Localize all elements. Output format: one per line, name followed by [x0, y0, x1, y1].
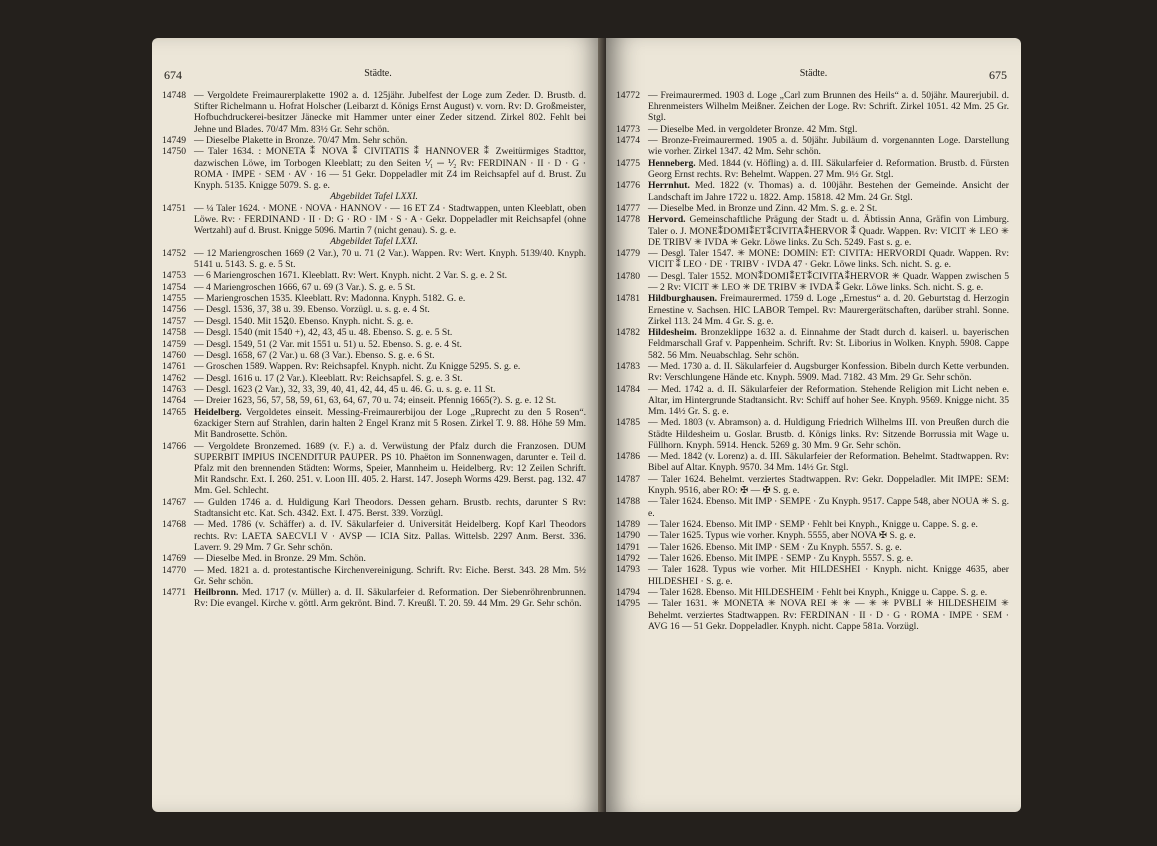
page-number: 674: [164, 68, 182, 82]
lot-number: 14790: [616, 530, 640, 542]
lot-number: 14765: [162, 406, 186, 418]
catalog-entry: [616, 214, 1009, 248]
lot-text: — Desgl. 1549, 51 (2 Var. mit 1551 u. 51) u. 52. Ebenso. S. g. e. 4 St.: [194, 338, 462, 350]
running-head: Städte.: [799, 68, 828, 79]
lot-number: 14793: [616, 564, 640, 576]
lot-description: [194, 553, 586, 564]
catalog-entry: [616, 451, 1009, 473]
lot-text: — Med. 1821 a. d. protestantische Kirchenvereinigung. Schrift. Rv: Eiche. Berst. 343. 28 Mm. 5½ Gr. Sehr schön.: [194, 564, 586, 587]
lot-number: 14763: [162, 384, 186, 396]
catalog-entry: [162, 203, 586, 237]
lot-description: [648, 124, 1009, 135]
lot-number: 14767: [162, 496, 186, 508]
lot-number: 14787: [616, 473, 640, 485]
entry-list: [162, 90, 586, 610]
lot-text: — Desgl. Taler 1547. ✳ MONE: DOMIN: ET: CIVITA: HERVORDI Quadr. Wappen. Rv: VICIT ⁑ LEO · DE · TRIBV · IVDA 47 · Gekr. Löwe links. Sch. nicht. S. g. e.: [648, 248, 1009, 271]
lot-text: — Mariengroschen 1535. Kleeblatt. Rv: Madonna. Knyph. 5182. G. e.: [194, 292, 466, 304]
lot-description: [194, 519, 586, 553]
lot-description: [194, 497, 586, 519]
lot-description: [648, 417, 1009, 451]
lot-number: 14761: [162, 361, 186, 373]
lot-text: — Taler 1624. Ebenso. Mit IMP · SEMP · Fehlt bei Knyph., Knigge u. Cappe. S. g. e.: [648, 518, 978, 530]
lot-number: 14794: [616, 587, 640, 599]
lot-description: [648, 135, 1009, 157]
lot-number: 14786: [616, 451, 640, 463]
catalog-entry: [162, 339, 586, 350]
catalog-entry: [616, 564, 1009, 586]
lot-number: 14774: [616, 135, 640, 147]
place-heading: Heidelberg.: [194, 406, 242, 418]
lot-number: 14781: [616, 293, 640, 305]
lot-number: 14778: [616, 214, 640, 226]
lot-text: — Desgl. 1658, 67 (2 Var.) u. 68 (3 Var.). Ebenso. S. g. e. 6 St.: [194, 349, 435, 361]
lot-number: 14755: [162, 292, 186, 304]
lot-number: 14773: [616, 123, 640, 135]
catalog-entry: [162, 587, 586, 609]
lot-description: [648, 214, 1009, 248]
catalog-entry: [162, 407, 586, 441]
lot-number: 14795: [616, 598, 640, 610]
lot-description: [648, 451, 1009, 473]
lot-text: — Med. 1742 a. d. II. Säkularfeier der Reformation. Stehende Religion mit Licht neben e. Altar, im Hintergrunde Stadtansicht. Rv: Schiff auf hoher See. Knyph. 9569. Knigge nicht. 35 Mm. 14½ Gr. S. g. e.: [648, 383, 1009, 417]
catalog-entry: [616, 327, 1009, 361]
lot-description: [194, 248, 586, 270]
catalog-entry: [162, 519, 586, 553]
catalog-entry: [616, 90, 1009, 124]
catalog-entry: [162, 384, 586, 395]
lot-text: — Taler 1626. Ebenso. Mit IMP · SEM · Zu Knyph. 5557. S. g. e.: [648, 541, 902, 553]
lot-number: 14775: [616, 157, 640, 169]
catalog-entry: [162, 395, 586, 406]
catalog-entry: [162, 361, 586, 372]
lot-number: 14764: [162, 395, 186, 407]
lot-text: — Taler 1624. Behelmt. verziertes Stadtwappen. Rv: Gekr. Doppeladler. Mit IMPE: SEM: Knyph. 9516, aber RO: ✠ — ✠ S. g. e.: [648, 473, 1009, 496]
catalog-entry: [162, 304, 586, 315]
catalog-entry: [616, 180, 1009, 202]
catalog-entry: [616, 203, 1009, 214]
catalog-entry: [162, 327, 586, 338]
catalog-entry: [162, 350, 586, 361]
lot-text: — Desgl. 1623 (2 Var.), 32, 33, 39, 40, 41, 42, 44, 45 u. 46. G. u. s. g. e. 11 St.: [194, 384, 496, 396]
lot-text: — Med. 1786 (v. Schäffer) a. d. IV. Säkularfeier d. Universität Heidelberg. Kopf Karl Theodors rechts. Rv: LAETA SAECVLI V · AVSP — ICIA Sitz. Pallas. Wittelsb. 2297 Anm. Berst. 336. Laverr. 9. 29 Mm. 7 Gr. Sehr schön.: [194, 519, 586, 553]
plate-reference: Abgebildet Tafel LXXI.: [330, 236, 418, 248]
lot-description: [194, 441, 586, 497]
catalog-entry: [162, 373, 586, 384]
lot-text: Med. 1717 (v. Müller) a. d. II. Säkularfeier d. Reformation. Der Siebenröhrenbrunnen. Rv: Die evangel. Kirche v. göttl. Arm gekrönt. Bind. 7. Kreußl. T. 20. 59. 44 Mm. 29 Gr. Sehr schön.: [194, 587, 587, 610]
lot-description: [194, 146, 586, 191]
lot-text: — Bronze-Freimaurermed. 1905 a. d. 50jähr. Jubiläum d. vorgenannten Loge. Darstellung wie vorher. Zirkel 1347. 42 Mm. Sehr schön.: [648, 135, 1009, 158]
lot-text: — 12 Mariengroschen 1669 (2 Var.), 70 u. 71 (2 Var.). Wappen. Rv: Wert. Knyph. 5139/40. Knyph. 5141 u. 5143. S. g. e. 5 St.: [194, 247, 586, 270]
lot-number: 14792: [616, 553, 640, 565]
lot-text: — Taler 1628. Typus wie vorher. Mit HILDESHEI · Knyph. nicht. Knigge 4635, aber HILDESHEI · S. g. e.: [648, 564, 1009, 587]
lot-number: 14772: [616, 90, 640, 101]
catalog-entry: [616, 519, 1009, 530]
lot-number: 14750: [162, 146, 186, 158]
entry-list: [616, 90, 1009, 632]
lot-description: [194, 316, 586, 327]
lot-text: — Taler 1624. Ebenso. Mit IMP · SEMPE · Zu Knyph. 9517. Cappe 548, aber NOUA ✳ S. g. e.: [648, 496, 1009, 519]
lot-text: — Desgl. 1540. Mit 15Ꝝ0. Ebenso. Knyph. nicht. S. g. e.: [194, 315, 414, 327]
lot-description: [648, 248, 1009, 270]
lot-description: [648, 496, 1009, 518]
lot-description: [194, 395, 586, 406]
lot-description: [648, 384, 1009, 418]
catalog-entry: [162, 441, 586, 497]
right-page: [606, 38, 1021, 812]
lot-text: — Taler 1626. Ebenso. Mit IMPE · SEMP · Zu Knyph. 5557. S. g. e.: [648, 553, 914, 565]
catalog-entry: [616, 271, 1009, 293]
lot-text: — Dreier 1623, 56, 57, 58, 59, 61, 63, 64, 67, 70 u. 74; einseit. Pfennig 1665(?). S. g. e. 12 St.: [194, 395, 557, 407]
catalog-entry: [616, 496, 1009, 518]
lot-number: 14789: [616, 518, 640, 530]
lot-description: [194, 135, 586, 146]
lot-text: — Vergoldete Bronzemed. 1689 (v. F.) a. d. Verwüstung der Pfalz durch die Franzosen. DUM SUPERBIT IMPIUS INCENDITUR PAUPER. PS 10. Phaëton im Sonnenwagen, darunter e. Teil d. Pfalz mit den brennenden Städten: Worms, Speier, Mannheim u. Heidelberg. Rv: 12 Zeilen Schrift. Mit Randschr. Ext. I. 260. 251. v. Loon III. 405. 2. Harst. 147. Joseph Worms 429. Berst. pag. 132. 47 Mm. Gel. Schlecht.: [194, 440, 586, 497]
lot-number: 14788: [616, 496, 640, 508]
place-heading: Hildburghausen.: [648, 293, 718, 305]
lot-description: [194, 304, 586, 315]
lot-text: — Taler 1625. Typus wie vorher. Knyph. 5555, aber NOVA ✠ S. g. e.: [648, 530, 916, 542]
catalog-entry: [162, 565, 586, 587]
lot-number: 14748: [162, 90, 186, 101]
lot-text: — Desgl. 1536, 37, 38 u. 39. Ebenso. Vorzügl. u. s. g. e. 4 St.: [194, 304, 430, 316]
lot-text: Med. 1822 (v. Thomas) a. d. 100jähr. Bestehen der Gemeinde. Ansicht der Landschaft im Jahre 1722 u. 1822. Amp. 15818. 42 Mm. 24 Gr. Stgl.: [648, 180, 1009, 203]
catalog-entry: [162, 282, 586, 293]
lot-description: [648, 542, 1009, 553]
lot-number: 14784: [616, 383, 640, 395]
lot-number: 14757: [162, 315, 186, 327]
lot-number: 14753: [162, 270, 186, 282]
catalog-entry: [162, 90, 586, 135]
lot-description: [648, 564, 1009, 586]
place-heading: Hervord.: [648, 214, 686, 226]
lot-text: — Taler 1628. Ebenso. Mit HILDESHEIM · Fehlt bei Knyph., Knigge u. Cappe. S. g. e.: [648, 587, 988, 599]
lot-number: 14766: [162, 440, 186, 452]
lot-text: — Taler 1634. : MONETA ⁑ NOVA ⁑ CIVITATIS ⁑ HANNOVER ⁑ Zweitürmiges Stadttor, dazwischen Löwe, im Torbogen Kleeblatt; zu den Seiten ⅟₁ ─ ⅟₂ Rv: FERDINAN · II · D · G · ROMA · IMPE · SEM · AV · 16 — 51 Gekr. Doppeladler mit Z4 im Reichsapfel auf d. Brust. Zu Knyph. 5135. Knigge 5079. S. g. e.: [194, 146, 586, 191]
lot-text: — Desgl. Taler 1552. MON⁑DOMI⁑ET⁑CIVITA⁑HERVOR ✳ Quadr. Wappen zwischen 5 — 2 Rv: VICIT ✳ LEO ✳ DE TRIBV ✳ IVDA ⁑ Gekr. Löwe links. Sch. nicht. S. g. e.: [648, 270, 1009, 293]
lot-description: [648, 203, 1009, 214]
page-number: 675: [989, 68, 1007, 82]
lot-description: [194, 282, 586, 293]
lot-number: 14754: [162, 281, 186, 293]
lot-number: 14780: [616, 270, 640, 282]
catalog-entry: [616, 361, 1009, 383]
lot-description: [648, 327, 1009, 361]
lot-number: 14791: [616, 541, 640, 553]
catalog-entry: [162, 553, 586, 564]
catalog-entry: [162, 316, 586, 327]
lot-number: 14758: [162, 327, 186, 339]
lot-number: 14779: [616, 248, 640, 260]
lot-number: 14760: [162, 349, 186, 361]
catalog-entry: [162, 497, 586, 519]
catalog-entry: [616, 124, 1009, 135]
lot-number: 14782: [616, 327, 640, 339]
place-heading: Heilbronn.: [194, 587, 239, 599]
lot-text: — Dieselbe Plakette in Bronze. 70/47 Mm. Sehr schön.: [194, 135, 408, 146]
catalog-entry: [616, 417, 1009, 451]
catalog-entry: [616, 474, 1009, 496]
lot-description: [648, 158, 1009, 180]
lot-text: — 4 Mariengroschen 1666, 67 u. 69 (3 Var.). S. g. e. 5 St.: [194, 281, 416, 293]
catalog-entry: [162, 270, 586, 281]
place-heading: Hildesheim.: [648, 327, 697, 339]
lot-text: — Med. 1730 a. d. II. Säkularfeier d. Augsburger Konfession. Bibeln durch Kette verbunden. Rv: Verschlungene Hände etc. Knyph. 5909. Mad. 7182. 43 Mm. 29 Gr. Sehr schön.: [648, 360, 1009, 384]
lot-text: Bronzeklippe 1632 a. d. Einnahme der Stadt durch d. kaiserl. u. bayerischen Feldmarschall Graf v. Pappenheim. Schrift. Rv: St. Liborius in Wolken. Knyph. 5908. Cappe 582. 56 Mm. Neuabschlag. Sehr schön.: [648, 327, 1009, 361]
lot-number: 14777: [616, 202, 640, 214]
lot-text: — Groschen 1589. Wappen. Rv: Reichsapfel. Knyph. nicht. Zu Knigge 5295. S. g. e.: [194, 361, 521, 373]
lot-description: [648, 271, 1009, 293]
lot-description: [648, 587, 1009, 598]
lot-description: [648, 553, 1009, 564]
lot-description: [194, 373, 586, 384]
lot-number: 14768: [162, 519, 186, 531]
lot-text: — Dieselbe Med. in Bronze. 29 Mm. Schön.: [194, 553, 366, 565]
lot-description: [194, 90, 586, 135]
lot-number: 14756: [162, 304, 186, 316]
place-heading: Henneberg.: [648, 157, 696, 169]
lot-text: — Med. 1803 (v. Abramson) a. d. Huldigung Friedrich Wilhelms III. von Preußen durch die Städte Hildesheim u. Goslar. Brustb. d. Königs links. Rv: Sitzende Borrussia mit Wage u. Füllhorn. Knyph. 5914. Henck. 5269 g. 30 Mm. 9 Gr. Sehr schön.: [648, 417, 1009, 451]
catalog-entry: [616, 158, 1009, 180]
lot-description: [194, 587, 586, 609]
catalog-entry: [162, 293, 586, 304]
lot-text: — Desgl. 1616 u. 17 (2 Var.). Kleeblatt. Rv: Reichsapfel. S. g. e. 3 St.: [194, 372, 463, 384]
left-page: [152, 38, 604, 812]
catalog-entry: [616, 530, 1009, 541]
lot-description: [648, 293, 1009, 327]
lot-text: — Med. 1842 (v. Lorenz) a. d. III. Säkularfeier der Reformation. Behelmt. Stadtwappen. Rv: Bibel auf Altar. Knyph. 9570. 34 Mm. 14½ Gr. Stgl.: [648, 451, 1009, 474]
lot-description: [194, 203, 586, 237]
catalog-entry: [616, 553, 1009, 564]
catalog-entry: [616, 135, 1009, 157]
lot-description: [194, 361, 586, 372]
lot-text: Vergoldetes einseit. Messing-Freimaurerbijou der Loge „Ruprecht zu den 5 Rosen“. 6zackiger Stern auf Strahlen, darin halten 2 Engel Kranz mit 5 Rosen. Zirkel T. 9. 88. Höhe 59 Mm. Mit Bandrosette. Schön.: [194, 406, 586, 441]
lot-description: [194, 407, 586, 441]
plate-reference: Abgebildet Tafel LXXI.: [330, 191, 418, 203]
lot-text: — Taler 1631. ✳ MONETA ✳ NOVA REI ✳ ✳ — ✳ ✳ PVBLI ✳ HILDESHEIM ✳ Behelmt. verziertes Stadtwappen. Rv: FERDINAN · II · D · G · ROMA · IMPE · SEM · AVG 16 — 51 Gekr. Doppeladler. Knyph. nicht. Cappe 581a. Vorzügl.: [648, 598, 1009, 632]
lot-number: 14769: [162, 553, 186, 565]
catalog-entry: [616, 587, 1009, 598]
catalog-entry: [162, 135, 586, 146]
lot-description: [648, 90, 1009, 124]
catalog-entry: [616, 293, 1009, 327]
catalog-entry: [616, 248, 1009, 270]
lot-number: 14752: [162, 247, 186, 259]
catalog-entry: [162, 146, 586, 191]
lot-number: 14770: [162, 564, 186, 576]
lot-text: — ¼ Taler 1624. · MONE · NOVA · HANNOV · — 16 ET Z4 · Stadtwappen, unten Kleeblatt, oben Löwe. Rv: · FERDINAND · II · D: G · RO · IM · S · A · Gekr. Doppeladler mit Reichsapfel (ohne Wertzahl) auf d. Brust. Knigge 5096. Martin 7 (nicht genau). S. g. e.: [194, 202, 586, 236]
lot-number: 14751: [162, 202, 186, 214]
lot-description: [194, 270, 586, 281]
lot-description: [648, 180, 1009, 202]
catalog-entry: [616, 542, 1009, 553]
lot-description: [194, 327, 586, 338]
lot-description: [194, 565, 586, 587]
lot-text: — Vergoldete Freimaurerplakette 1902 a. d. 125jähr. Jubelfest der Loge zum Zeder. D. Brustb. d. Stifter Richelmann u. Hofrat Holscher (Leibarzt d. Königs Ernst August) v. vorn. Rv: D. Großmeister, Hofbuchdruckerei-besitzer Jänecke mit Hammer unter einer Zeder sitzend. Zirkel 802. Fehlt bei Jehne und Blades. 70/47 Mm. 83½ Gr. Sehr schön.: [194, 90, 586, 135]
lot-text: Freimaurermed. 1759 d. Loge „Ernestus“ a. d. 20. Geburtstag d. Herzogin Ernestine v. Sachsen. HIC LABOR Tempel. Rv: Maurergerätschaften, darüber strahl. Sonne. Zirkel 113. 24 Mm. 4 Gr. S. g. e.: [648, 293, 1009, 327]
lot-text: — Dieselbe Med. in vergoldeter Bronze. 42 Mm. Stgl.: [648, 123, 858, 135]
lot-number: 14785: [616, 417, 640, 429]
place-heading: Herrnhut.: [648, 180, 690, 192]
lot-number: 14762: [162, 372, 186, 384]
lot-description: [648, 530, 1009, 541]
lot-description: [194, 293, 586, 304]
lot-description: [194, 384, 586, 395]
lot-description: [648, 361, 1009, 383]
lot-number: 14771: [162, 587, 186, 599]
catalog-entry: [616, 384, 1009, 418]
lot-number: 14776: [616, 180, 640, 192]
lot-text: — Freimaurermed. 1903 d. Loge „Carl zum Brunnen des Heils“ a. d. 50jähr. Maurerjubil. d. Ehrenmeisters Wilhelm Meißner. Zeichen der Loge. Rv: Schrift. Zirkel 1051. 42 Mm. 25 Gr. Stgl.: [648, 90, 1009, 124]
lot-description: [648, 598, 1009, 632]
running-head: Städte.: [364, 68, 392, 79]
lot-text: — Gulden 1746 a. d. Huldigung Karl Theodors. Dessen geharn. Brustb. rechts, darunter S Rv: Stadtansicht etc. Kat. Sch. 4342. Ext. I. 475. Berst. 339. Vorzügl.: [194, 496, 586, 520]
catalog-entry: [162, 248, 586, 270]
lot-description: [648, 519, 1009, 530]
lot-description: [194, 350, 586, 361]
lot-text: — 6 Mariengroschen 1671. Kleeblatt. Rv: Wert. Knyph. nicht. 2 Var. S. g. e. 2 St.: [194, 270, 508, 282]
lot-number: 14783: [616, 360, 640, 372]
lot-text: Gemeinschaftliche Prägung der Stadt u. d. Äbtissin Anna, Gräfin von Limburg. Taler o. J. MONE⁑DOMI⁑ET⁑CIVITA⁑HERVOR ⁑ Quadr. Wappen. Rv: VICIT ✳ LEO ✳ DE TRIBV ✳ IVDA ✳ Gekr. Löwe links. Zu Sch. 5249. Fast s. g. e.: [648, 214, 1009, 248]
lot-description: [648, 474, 1009, 496]
lot-text: Med. 1844 (v. Höfling) a. d. III. Säkularfeier d. Reformation. Brustb. d. Fürsten Georg Ernst rechts. Rv: Behelmt. Wappen. 27 Mm. 9½ Gr. Stgl.: [648, 157, 1009, 180]
lot-number: 14749: [162, 135, 186, 146]
lot-text: — Dieselbe Med. in Bronze und Zinn. 42 Mm. S. g. e. 2 St.: [648, 202, 878, 214]
lot-number: 14759: [162, 338, 186, 350]
catalog-entry: [616, 598, 1009, 632]
lot-text: — Desgl. 1540 (mit 1540 +), 42, 43, 45 u. 48. Ebenso. S. g. e. 5 St.: [194, 327, 453, 339]
lot-description: [194, 339, 586, 350]
